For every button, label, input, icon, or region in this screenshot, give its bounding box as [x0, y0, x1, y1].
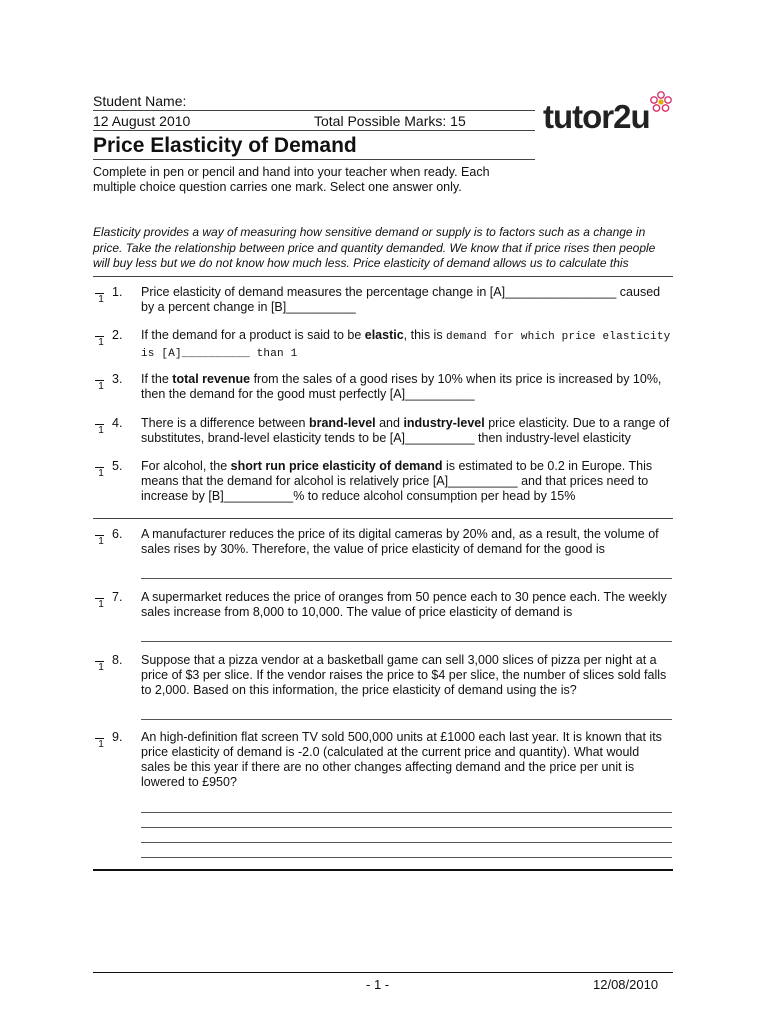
- header-date: 12 August 2010: [93, 113, 191, 129]
- logo-text: tutor2u: [543, 98, 650, 135]
- mark-value: 1: [98, 599, 104, 610]
- answer-line-q7[interactable]: [141, 641, 672, 642]
- question-text-part: Suppose that a pizza vendor at a basketball game can sell 3,000 slices of pizza per night at a price of $3 per slice. If the vendor raises the price to $4 per slice, the number of slices sold falls to 2,000. Based on this information, the price elasticity of demand using the is?: [141, 653, 667, 697]
- intro-paragraph: Elasticity provides a way of measuring how sensitive demand or supply is to factors such as a change in price. Take the relationship between price and quantity demanded. We know that if price rises then people will buy less but we do not know how much less. Price elasticity of demand allows us to calculate this: [93, 225, 656, 270]
- answer-line-q9-4[interactable]: [141, 857, 672, 858]
- mark-value: 1: [98, 381, 104, 392]
- question-keyword: industry-level: [403, 416, 485, 430]
- question-number: 8.: [112, 653, 123, 667]
- section-rule-1: [93, 518, 673, 519]
- mark-value: 1: [98, 739, 104, 750]
- mark-box[interactable]: [94, 285, 108, 305]
- mark-value: 1: [98, 662, 104, 673]
- question-text-part: An high-definition flat screen TV sold 500,000 units at £1000 each last year. It is known that its price elasticity of demand is -2.0 (calculated at the current price and quantity). What would sales be this year if there are no other changes affecting demand and the price per unit is lowered to £950?: [141, 730, 662, 789]
- question-text-part: A manufacturer reduces the price of its digital cameras by 20% and, as a result, the volume of sales rises by 30%. Therefore, the value of price elasticity of demand for the good is: [141, 527, 659, 556]
- question-text-part: If the demand for a product is said to be: [141, 328, 365, 342]
- question-number: 4.: [112, 416, 123, 430]
- mark-box[interactable]: [94, 416, 108, 436]
- tutor2u-logo: [543, 90, 678, 140]
- mark-blank[interactable]: [95, 459, 104, 468]
- mark-blank[interactable]: [95, 285, 104, 294]
- answer-line-q9-1[interactable]: [141, 812, 672, 813]
- question-number: 3.: [112, 372, 123, 386]
- question-number: 5.: [112, 459, 123, 473]
- question-text: [141, 416, 671, 446]
- instructions: Complete in pen or pencil and hand into your teacher when ready. Each multiple choice question carries one mark. Select one answer only.: [93, 165, 490, 194]
- mark-value: 1: [98, 536, 104, 547]
- mark-box[interactable]: [94, 459, 108, 479]
- mark-blank[interactable]: [95, 372, 104, 381]
- header-rule-3: [93, 159, 535, 160]
- mark-blank[interactable]: [95, 653, 104, 662]
- total-marks: Total Possible Marks: 15: [314, 113, 466, 129]
- answer-line-q9-3[interactable]: [141, 842, 672, 843]
- mark-blank[interactable]: [95, 527, 104, 536]
- question-keyword: total revenue: [172, 372, 251, 386]
- mark-value: 1: [98, 468, 104, 479]
- question-number: 1.: [112, 285, 123, 299]
- question-text-part: is estimated to be 0.2 in Europe. This means that the demand for alcohol is relatively price [A]__________ and that prices need to increase by [B]__________% to reduce alcohol consumption per head by 15%: [141, 459, 653, 503]
- student-name-label: Student Name:: [93, 93, 187, 109]
- mark-box[interactable]: [94, 730, 108, 750]
- question-text-part: from the sales of a good rises by 10% when its price is increased by 10%, then the demand for the good must perfectly [A]__________: [141, 372, 662, 401]
- mark-box[interactable]: [94, 527, 108, 547]
- mark-box[interactable]: [94, 653, 108, 673]
- mark-blank[interactable]: [95, 416, 104, 425]
- mark-value: 1: [98, 294, 104, 305]
- question-text: [141, 285, 671, 315]
- question-text-part: Price elasticity of demand measures the percentage change in [A]________________ caused by a percent change in [B]__________: [141, 285, 661, 314]
- mark-box[interactable]: [94, 372, 108, 392]
- question-number: 2.: [112, 328, 123, 342]
- mark-value: 1: [98, 337, 104, 348]
- question-text: [141, 328, 671, 362]
- answer-line-q6[interactable]: [141, 578, 672, 579]
- question-text-part: For alcohol, the: [141, 459, 231, 473]
- question-text-part: and: [375, 416, 404, 430]
- question-text-part: , this is: [403, 328, 447, 342]
- header-rule-2: [93, 130, 535, 131]
- question-keyword: short run price elasticity of demand: [230, 459, 443, 473]
- question-number: 9.: [112, 730, 123, 744]
- question-number: 7.: [112, 590, 123, 604]
- question-text: [141, 590, 671, 620]
- question-text: [141, 653, 671, 698]
- question-keyword: elastic: [364, 328, 404, 342]
- question-keyword: brand-level: [308, 416, 376, 430]
- mark-blank[interactable]: [95, 328, 104, 337]
- question-text-part: There is a difference between: [141, 416, 309, 430]
- mark-box[interactable]: [94, 590, 108, 610]
- intro-rule: [93, 276, 673, 277]
- flower-icon: [648, 90, 674, 116]
- question-text: [141, 459, 671, 504]
- question-text: [141, 730, 671, 790]
- question-text: [141, 527, 671, 557]
- question-text-part: If the: [141, 372, 173, 386]
- section-rule-end: [93, 869, 673, 871]
- mark-blank[interactable]: [95, 730, 104, 739]
- question-text: [141, 372, 671, 402]
- page-title: Price Elasticity of Demand: [93, 134, 357, 157]
- mark-blank[interactable]: [95, 590, 104, 599]
- header-rule-1: [93, 110, 535, 111]
- answer-line-q8[interactable]: [141, 719, 672, 720]
- footer-rule: [93, 972, 673, 973]
- mark-box[interactable]: [94, 328, 108, 348]
- footer-date: 12/08/2010: [593, 977, 659, 992]
- page-number: - 1 -: [366, 977, 390, 992]
- question-number: 6.: [112, 527, 123, 541]
- question-text-part: price elasticity. Due to a range of substitutes, brand-level elasticity tends to be [A]__________ then industry-level elasticity: [141, 416, 670, 445]
- mark-value: 1: [98, 425, 104, 436]
- answer-line-q9-2[interactable]: [141, 827, 672, 828]
- question-text-part: A supermarket reduces the price of oranges from 50 pence each to 30 pence each. The weekly sales increase from 8,000 to 10,000. The value of price elasticity of demand is: [141, 590, 667, 619]
- question-text-part: demand for which price elasticity is [A]__________ than 1: [141, 331, 671, 360]
